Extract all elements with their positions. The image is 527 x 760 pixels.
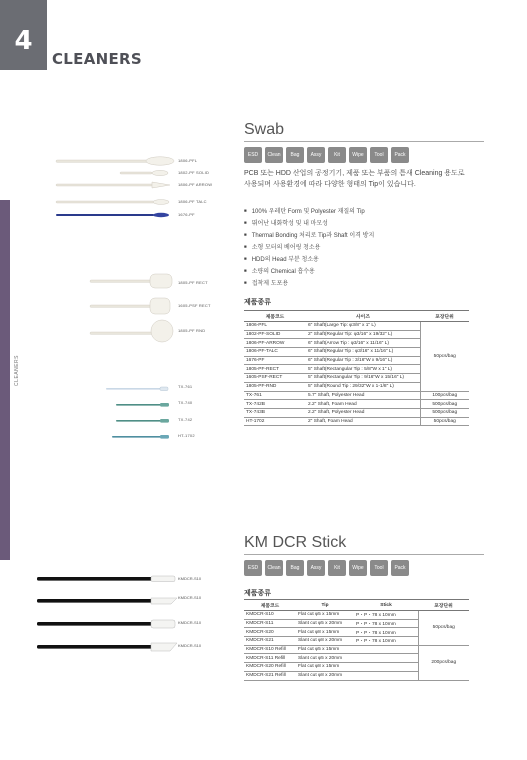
product-label: KMDCR-S10 bbox=[178, 576, 202, 581]
product-code: 1806-PF-ARROW bbox=[244, 339, 306, 348]
product-stick bbox=[354, 645, 418, 654]
wipe-icon: Wipe bbox=[349, 560, 367, 576]
column-header: 포장단위 bbox=[420, 311, 469, 322]
swab-tx-742-image bbox=[116, 419, 169, 423]
chapter-title: CLEANERS bbox=[52, 50, 142, 68]
swab-1802-pf-solid-image bbox=[120, 170, 168, 175]
stick-kmdcr-s20-image bbox=[37, 620, 175, 628]
stick-table-heading: 제품종류 bbox=[244, 590, 272, 597]
swab-tx-740-image bbox=[116, 403, 169, 407]
stick-kmdcr-s21-image bbox=[37, 643, 177, 651]
product-size: 6" Shaft(Regular Tip : φ3/16" x 11/16" L) bbox=[306, 348, 420, 357]
product-tip: Flat cut φ5 x 15mm bbox=[296, 645, 354, 654]
product-code: KMDCR-S21 Refill bbox=[244, 671, 296, 680]
stick-title-rule bbox=[244, 554, 484, 555]
tool-icon: Tool bbox=[370, 147, 388, 163]
product-label: 1806-PF TALC bbox=[178, 199, 207, 204]
column-header: 사이즈 bbox=[306, 311, 420, 322]
product-code: KMDCR-S11 bbox=[244, 619, 296, 628]
product-tip: Flat cut φ5 x 15mm bbox=[296, 611, 354, 620]
product-code: 1676-PF bbox=[244, 356, 306, 365]
product-code: 1806-PF-TALC bbox=[244, 348, 306, 357]
swab-icon-row bbox=[244, 147, 409, 165]
table-header-row bbox=[244, 311, 469, 322]
product-code: TX-761 bbox=[244, 391, 306, 400]
product-size: 6" Shaft(Regular Tip : 3/16"W x 9/16" L) bbox=[306, 356, 420, 365]
product-size: 2" Shaft, Foam Head bbox=[306, 417, 420, 426]
swab-spec-table bbox=[244, 310, 469, 426]
product-label: 1806-PF ARROW bbox=[178, 182, 213, 187]
side-label: CLEANERS bbox=[14, 355, 20, 386]
stick-kmdcr-s10-image bbox=[37, 576, 175, 582]
feature-item: ■ 소형 모터의 베어링 청소용 bbox=[244, 242, 474, 254]
product-size: 5" Shaft(Rectangular Tip : 5/8"W x 1" L) bbox=[306, 365, 420, 374]
product-tip: Slant cut φ8 x 20mm bbox=[296, 637, 354, 646]
pack-unit: 200pcs/bag bbox=[418, 645, 469, 680]
product-tip: Slant cut φ5 x 20mm bbox=[296, 654, 354, 663]
swab-1806-pfl-image bbox=[56, 157, 174, 165]
pack-icon: Pack bbox=[391, 147, 409, 163]
table-header-row bbox=[244, 600, 469, 611]
product-code: 1806-PFL bbox=[244, 322, 306, 331]
esd-icon: ESD bbox=[244, 147, 262, 163]
product-stick bbox=[354, 654, 418, 663]
product-label: 1806-PFL bbox=[178, 158, 198, 163]
product-code: KMDCR-S10 Refill bbox=[244, 645, 296, 654]
clean-icon: Clean bbox=[265, 147, 283, 163]
product-size: 6" Shaft(Arrow Tip : φ3/16" x 11/16" L) bbox=[306, 339, 420, 348]
column-header: 제품코드 bbox=[244, 600, 296, 611]
product-stick: P・P・78 x 10mm bbox=[354, 628, 418, 637]
product-label: HT-1702 bbox=[178, 433, 195, 438]
product-code: TX-742B bbox=[244, 400, 306, 409]
pack-unit: 500pcs/bag bbox=[420, 408, 469, 417]
kit-icon: Kit bbox=[328, 560, 346, 576]
product-size: 2.2" Shaft, Polyester Head bbox=[306, 408, 420, 417]
stick-title: KM DCR Stick bbox=[244, 534, 347, 551]
product-stick: P・P・78 x 10mm bbox=[354, 619, 418, 628]
product-code: KMDCR-S21 bbox=[244, 637, 296, 646]
product-label: 1805-PF RND bbox=[178, 328, 206, 333]
column-header: Tip bbox=[296, 600, 354, 611]
product-label: 1805-PF RECT bbox=[178, 280, 208, 285]
product-stick bbox=[354, 663, 418, 672]
swab-ht-1702-image bbox=[112, 435, 169, 439]
table-row bbox=[244, 322, 469, 331]
product-code: 1605-PSF-RECT bbox=[244, 374, 306, 383]
side-tab bbox=[0, 200, 10, 560]
product-code: 1805-PF-RND bbox=[244, 382, 306, 391]
bag-icon: Bag bbox=[286, 560, 304, 576]
feature-item: ■ HDD의 Head 부분 청소용 bbox=[244, 254, 474, 266]
product-size: 2.2" Shaft, Foam Head bbox=[306, 400, 420, 409]
swab-table-heading: 제품종류 bbox=[244, 299, 272, 306]
product-tip: Flat cut φ8 x 15mm bbox=[296, 663, 354, 672]
stick-icon-row bbox=[244, 560, 409, 578]
swab-title: Swab bbox=[244, 121, 285, 138]
swab-illustrations bbox=[50, 152, 178, 442]
swab-1806-pf-arrow-image bbox=[56, 182, 170, 188]
product-code: TX-743B bbox=[244, 408, 306, 417]
product-label: TX-742 bbox=[178, 417, 193, 422]
tool-icon: Tool bbox=[370, 560, 388, 576]
chapter-block bbox=[0, 0, 47, 70]
product-tip: Flat cut φ8 x 15mm bbox=[296, 628, 354, 637]
swab-1605-psf-rect-image bbox=[90, 298, 170, 314]
product-code: KMDCR-S20 bbox=[244, 628, 296, 637]
pack-unit: 500pcs/bag bbox=[420, 400, 469, 409]
pack-unit: 100pcs/bag bbox=[420, 391, 469, 400]
swab-features bbox=[244, 206, 474, 290]
product-label: 1676-PF bbox=[178, 212, 195, 217]
bag-icon: Bag bbox=[286, 147, 304, 163]
swab-1805-pf-rnd-image bbox=[90, 320, 173, 342]
stick-illustrations bbox=[35, 567, 180, 657]
product-size: 2" Shaft(Regular Tip: φ3/16" x 19/32" L) bbox=[306, 330, 420, 339]
product-code: KMDCR-S20 Refill bbox=[244, 663, 296, 672]
product-label: TX-761 bbox=[178, 384, 193, 389]
column-header: 제품코드 bbox=[244, 311, 306, 322]
feature-item: ■ 뛰어난 내화학성 및 내 마모성 bbox=[244, 218, 474, 230]
table-row bbox=[244, 391, 469, 400]
swab-1806-pf-talc-image bbox=[56, 200, 169, 205]
product-label: 1802-PF SOLID bbox=[178, 170, 210, 175]
product-stick bbox=[354, 671, 418, 680]
pack-icon: Pack bbox=[391, 560, 409, 576]
product-code: 1805-PF-RECT bbox=[244, 365, 306, 374]
column-header: 포장단위 bbox=[418, 600, 469, 611]
product-size: 5" Shaft(Rectangular Tip : 9/16"W x 15/16" L) bbox=[306, 374, 420, 383]
product-label: KMDCR-S10 bbox=[178, 620, 202, 625]
feature-item: ■ 접착제 도포용 bbox=[244, 278, 474, 290]
pack-unit: 50pcs/bag bbox=[418, 611, 469, 646]
table-row bbox=[244, 645, 469, 654]
table-row bbox=[244, 611, 469, 620]
swab-1676-pf-image bbox=[56, 213, 169, 217]
product-tip: Slant cut φ5 x 20mm bbox=[296, 619, 354, 628]
product-code: KMDCR-S11 Refill bbox=[244, 654, 296, 663]
esd-icon: ESD bbox=[244, 560, 262, 576]
feature-item: ■ 100% 우레탄 Form 및 Polyester 재질의 Tip bbox=[244, 206, 474, 218]
product-label: TX-740 bbox=[178, 400, 193, 405]
assy-icon: Assy bbox=[307, 147, 325, 163]
table-row bbox=[244, 408, 469, 417]
product-tip: Slant cut φ8 x 20mm bbox=[296, 671, 354, 680]
column-header: Stick bbox=[354, 600, 418, 611]
table-row bbox=[244, 400, 469, 409]
clean-icon: Clean bbox=[265, 560, 283, 576]
product-stick: P・P・78 x 10mm bbox=[354, 611, 418, 620]
feature-item: ■ Thermal Bonding 처리로 Tip과 Shaft 이격 방지 bbox=[244, 230, 474, 242]
product-size: 5.7" Shaft, Polyester Head bbox=[306, 391, 420, 400]
chapter-number: 4 bbox=[14, 26, 33, 56]
product-size: 6" Shaft(Large Tip: φ3/8" x 1" L) bbox=[306, 322, 420, 331]
swab-title-rule bbox=[244, 141, 484, 142]
product-code: HT-1702 bbox=[244, 417, 306, 426]
product-label: KMDCR-S10 bbox=[178, 595, 202, 600]
product-label: KMDCR-S10 bbox=[178, 643, 202, 648]
product-label: 1605-PSF RECT bbox=[178, 303, 211, 308]
feature-item: ■ 소량의 Chemical 흡수용 bbox=[244, 266, 474, 278]
stick-spec-table bbox=[244, 599, 469, 681]
assy-icon: Assy bbox=[307, 560, 325, 576]
kit-icon: Kit bbox=[328, 147, 346, 163]
product-code: 1802-PF-SOLID bbox=[244, 330, 306, 339]
swab-description: PCB 또는 HDD 산업의 공정기기, 제품 또는 부품의 틈새 Cleaning 용도로 사용되며 사용환경에 따라 다양한 형태의 Tip이 있습니다. bbox=[244, 170, 465, 188]
wipe-icon: Wipe bbox=[349, 147, 367, 163]
pack-unit: 50pcs/bag bbox=[420, 417, 469, 426]
table-row bbox=[244, 417, 469, 426]
swab-tx-761-image bbox=[106, 387, 168, 391]
pack-unit: 50pcs/bag bbox=[420, 322, 469, 392]
product-code: KMDCR-S10 bbox=[244, 611, 296, 620]
product-stick: P・P・78 x 10mm bbox=[354, 637, 418, 646]
product-size: 5" Shaft(Round Tip : 29/32"W x 1-1/8" L) bbox=[306, 382, 420, 391]
swab-1805-pf-rect-image bbox=[90, 274, 172, 288]
stick-kmdcr-s11-image bbox=[37, 598, 177, 604]
